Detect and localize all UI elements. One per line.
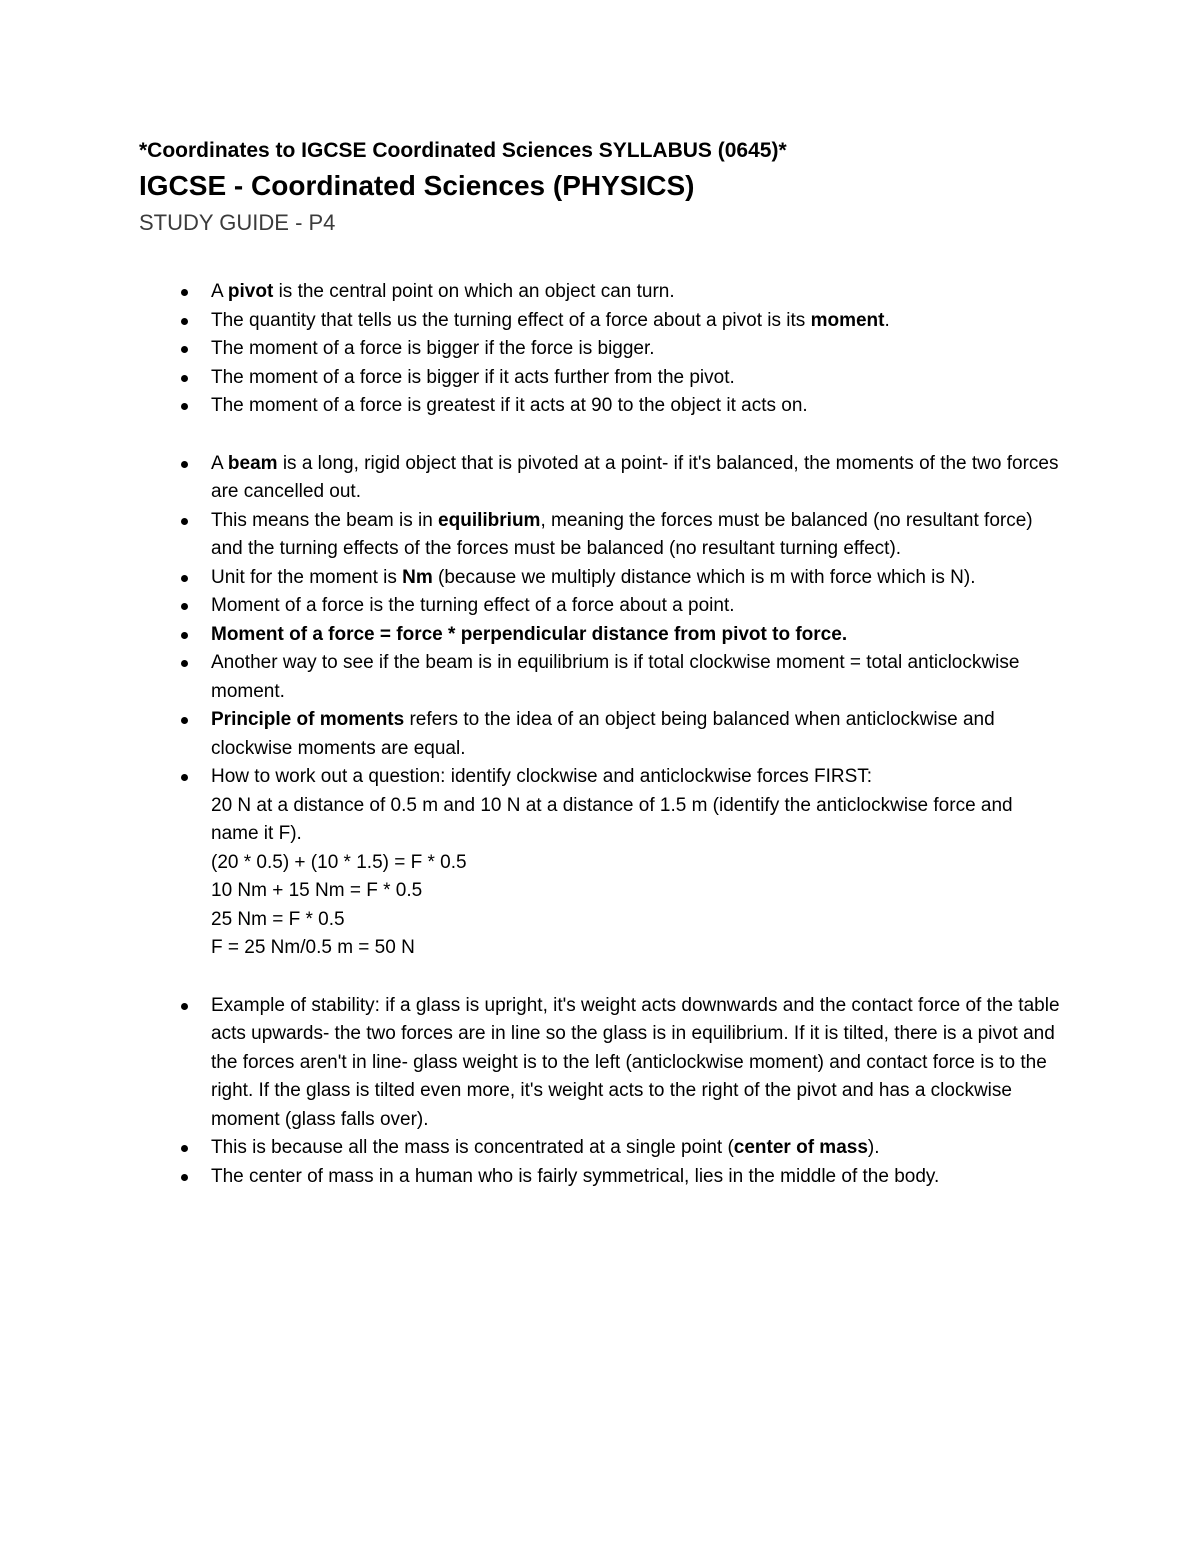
bullet-text-bold: center of mass (733, 1137, 868, 1159)
bullet-text: A (211, 281, 228, 303)
bullet-text-bold: pivot (227, 281, 274, 303)
bullet-item (211, 278, 1061, 307)
bullet-text: The center of mass in a human who is fairly symmetrical, lies in the middle of the body. (211, 1165, 940, 1187)
page-title: IGCSE - Coordinated Sciences (PHYSICS) (139, 170, 695, 202)
bullet-text-bold: Moment of a force = force * perpendicular distance from pivot to force. (211, 623, 848, 645)
bullet-item (211, 564, 1061, 593)
bullet-text: Example of stability: if a glass is upright, it's weight acts downwards and the contact force of the table acts upwards- the two forces are in line so the glass is in equilibrium. If it is tilted, there is a pivot and the forces aren't in line- glass weight is to the left (anticlockwise moment) and contact force is to the right. If the glass is tilted even more, it's weight acts to the right of the pivot and has a clockwise moment (glass falls over). (211, 994, 1060, 1130)
bullet-text: F = 25 Nm/0.5 m = 50 N (211, 937, 415, 959)
bullet-text-bold: equilibrium (438, 509, 541, 531)
bullet-text-bold: Nm (402, 566, 433, 588)
bullet-group (139, 450, 1061, 963)
bullet-item (211, 307, 1061, 336)
bullet-text-bold: Principle of moments (211, 709, 405, 731)
bullet-text: How to work out a question: identify clockwise and anticlockwise forces FIRST: (211, 766, 873, 788)
bullet-text: refers to the idea of an object being balanced when anticlockwise and clockwise moments are equal. (211, 709, 995, 759)
bullet-group (139, 992, 1061, 1192)
bullet-item (211, 335, 1061, 364)
bullet-text: ). (867, 1137, 880, 1159)
bullet-text: The quantity that tells us the turning effect of a force about a pivot is its (211, 309, 811, 331)
syllabus-note: *Coordinates to IGCSE Coordinated Sciences SYLLABUS (0645)* (139, 139, 787, 162)
bullet-item (211, 507, 1061, 564)
bullet-item (211, 450, 1061, 507)
bullet-text-bold: beam (227, 452, 278, 474)
bullet-item (211, 621, 1061, 650)
bullet-item (211, 706, 1061, 763)
bullet-item (211, 1134, 1061, 1163)
bullet-item (211, 649, 1061, 706)
bullet-text-bold: moment (810, 309, 885, 331)
bullet-text: The moment of a force is bigger if the force is bigger. (211, 338, 655, 360)
bullet-item (211, 1163, 1061, 1192)
bullet-text: (because we multiply distance which is m with force which is N). (432, 566, 976, 588)
bullet-text: . (884, 309, 890, 331)
bullet-text: is the central point on which an object can turn. (273, 281, 675, 303)
bullet-text: 25 Nm = F * 0.5 (211, 908, 345, 930)
bullet-text: The moment of a force is greatest if it acts at 90 to the object it acts on. (211, 395, 808, 417)
bullet-text: This is because all the mass is concentrated at a single point ( (211, 1137, 734, 1159)
bullet-group (139, 278, 1061, 421)
bullet-item (211, 592, 1061, 621)
bullet-text: (20 * 0.5) + (10 * 1.5) = F * 0.5 (211, 851, 467, 873)
bullet-text: Another way to see if the beam is in equilibrium is if total clockwise moment = total anticlockwise moment. (211, 652, 1020, 702)
bullet-text: is a long, rigid object that is pivoted at a point- if it's balanced, the moments of the two forces are cancelled out. (211, 452, 1059, 503)
bullet-text: , meaning the forces must be balanced (no resultant force) and the turning effects of the forces must be balanced (no resultant turning effect). (211, 509, 1033, 560)
bullet-text: Moment of a force is the turning effect of a force about a point. (211, 595, 735, 617)
bullet-item (211, 364, 1061, 393)
bullet-text: Unit for the moment is (211, 566, 403, 588)
bullet-item (211, 763, 1061, 963)
bullet-item (211, 392, 1061, 421)
bullet-groups (139, 278, 1140, 1191)
bullet-item (211, 992, 1061, 1135)
bullet-text: 10 Nm + 15 Nm = F * 0.5 (211, 880, 423, 902)
bullet-text: The moment of a force is bigger if it acts further from the pivot. (211, 366, 735, 388)
bullet-text: This means the beam is in (211, 509, 439, 531)
bullet-text: A (211, 452, 228, 474)
page-subtitle: STUDY GUIDE - P4 (139, 209, 336, 235)
bullet-text: 20 N at a distance of 0.5 m and 10 N at a distance of 1.5 m (identify the anticlockwise force and name it F). (211, 794, 1013, 845)
